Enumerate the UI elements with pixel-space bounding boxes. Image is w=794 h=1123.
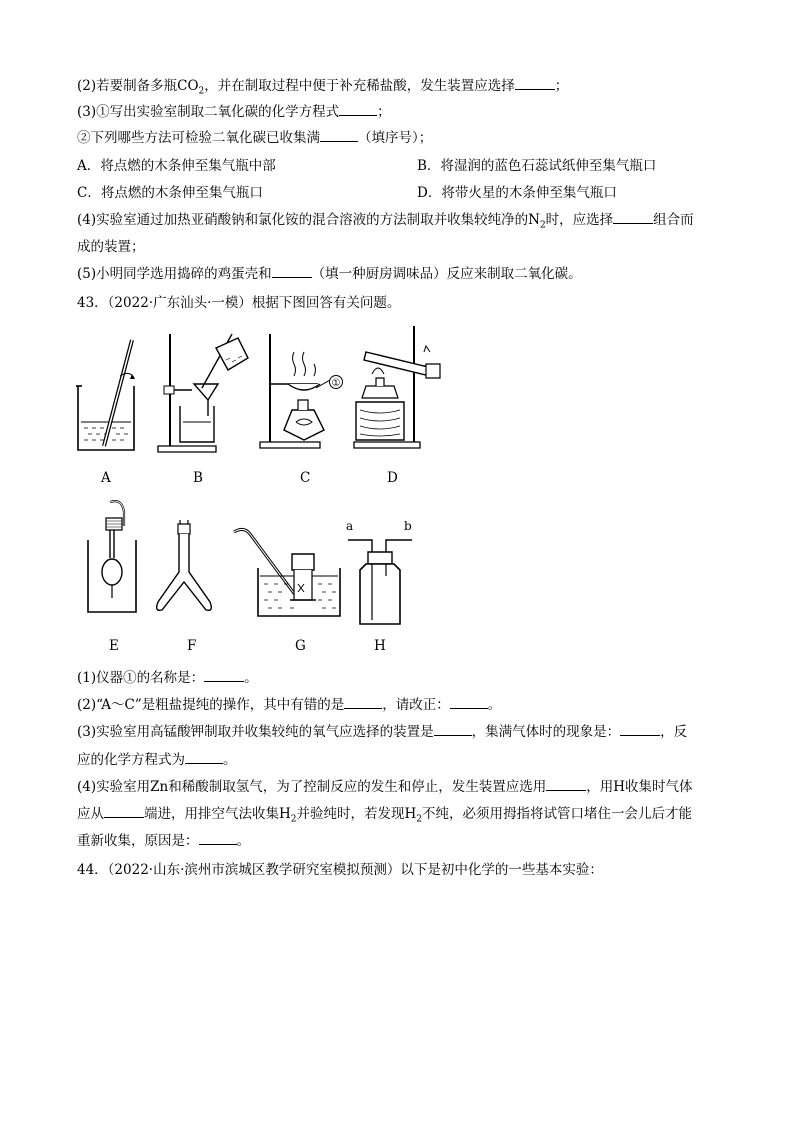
- q42-part4-cont: 成的装置；: [77, 239, 145, 255]
- answer-blank[interactable]: [515, 77, 555, 90]
- port-label-a: a: [346, 519, 354, 533]
- q43-part3-cont: 应的化学方程式为 。: [77, 752, 237, 768]
- figure-label-e: E: [109, 638, 119, 654]
- figure-d-test-tube-heating: [352, 322, 452, 450]
- answer-blank[interactable]: [450, 696, 488, 709]
- figure-e-apparatus: [82, 498, 142, 618]
- q42-option-c: C．将点燃的木条伸至集气瓶口: [77, 185, 263, 201]
- q43-part4: (4)实验室用Zn和稀酸制取氢气，为了控制反应的发生和停止，发生装置应选用 ，用H收集时气体: [77, 779, 693, 795]
- marker-1: ①: [331, 378, 341, 389]
- figure-label-c: C: [300, 470, 311, 486]
- q44-header: 44．（2022·山东·滨州市滨城区教学研究室模拟预测）以下是初中化学的一些基本实验：: [77, 862, 603, 878]
- q42-part5: (5)小明同学选用捣碎的鸡蛋壳和 （填一种厨房调味品）反应来制取二氧化碳。: [77, 266, 582, 282]
- q43-part3: (3)实验室用高锰酸钾制取并收集较纯的氧气应选择的装置是 ，集满气体时的现象是： ，反: [77, 724, 688, 740]
- q42-option-d: D．将带火星的木条伸至集气瓶口: [417, 185, 617, 201]
- answer-blank[interactable]: [204, 669, 244, 682]
- q43-header: 43．（2022·广东汕头·一模）根据下图回答有关问题。: [77, 295, 401, 311]
- answer-blank[interactable]: [434, 723, 472, 736]
- answer-blank[interactable]: [199, 832, 237, 845]
- figure-h-gas-bottle: [344, 536, 416, 626]
- figure-label-h: H: [374, 638, 386, 654]
- figure-label-b: B: [193, 470, 203, 486]
- answer-blank[interactable]: [185, 751, 223, 764]
- q42-option-b: B．将湿润的蓝色石蕊试纸伸至集气瓶口: [417, 158, 657, 174]
- answer-blank[interactable]: [339, 103, 377, 116]
- figure-label-f: F: [187, 638, 197, 654]
- q42-part3-2: ②下列哪些方法可检验二氧化碳已收集满 （填序号）；: [77, 130, 433, 146]
- q43-part4-cont1: 应从 端进，用排空气法收集$H_2$并验纯时，若发现$H_2$不纯，必须用拇指将试管口堵住一会儿后才能: [77, 806, 693, 825]
- q42-part4: (4)实验室通过加热亚硝酸钠和氯化铵的混合溶液的方法制取并收集较纯净的$N_2$时，应选择 组合而: [77, 212, 694, 231]
- answer-blank[interactable]: [344, 696, 382, 709]
- answer-blank[interactable]: [613, 211, 653, 224]
- figure-label-d: D: [387, 470, 398, 486]
- q43-part2: (2)“A～C”是粗盐提纯的操作，其中有错的是 ，请改正： 。: [77, 697, 502, 713]
- answer-blank[interactable]: [546, 778, 586, 791]
- figure-label-g: G: [295, 638, 306, 654]
- figure-b-filtration: [156, 330, 251, 455]
- port-label-b: b: [404, 519, 412, 533]
- answer-blank[interactable]: [272, 265, 312, 278]
- figure-a-beaker-stirring: [74, 338, 140, 456]
- answer-blank[interactable]: [104, 805, 144, 818]
- figure-label-a: A: [101, 470, 111, 486]
- q43-part4-cont2: 重新收集，原因是： 。: [77, 833, 250, 849]
- figure-f-y-tube: [152, 520, 216, 620]
- figure-g-water-collection: [232, 526, 344, 622]
- answer-blank[interactable]: [320, 129, 358, 142]
- q42-part2: (2)若要制备多瓶$CO_2$，并在制取过程中便于补充稀盐酸，发生装置应选择 ；: [77, 78, 569, 97]
- figure-c-evaporation: [258, 330, 348, 450]
- q43-part1: (1)仪器①的名称是： 。: [77, 670, 258, 686]
- q42-part3-1: (3)①写出实验室制取二氧化碳的化学方程式 ；: [77, 104, 391, 120]
- answer-blank[interactable]: [620, 723, 660, 736]
- q42-option-a: A．将点燃的木条伸至集气瓶中部: [77, 158, 276, 174]
